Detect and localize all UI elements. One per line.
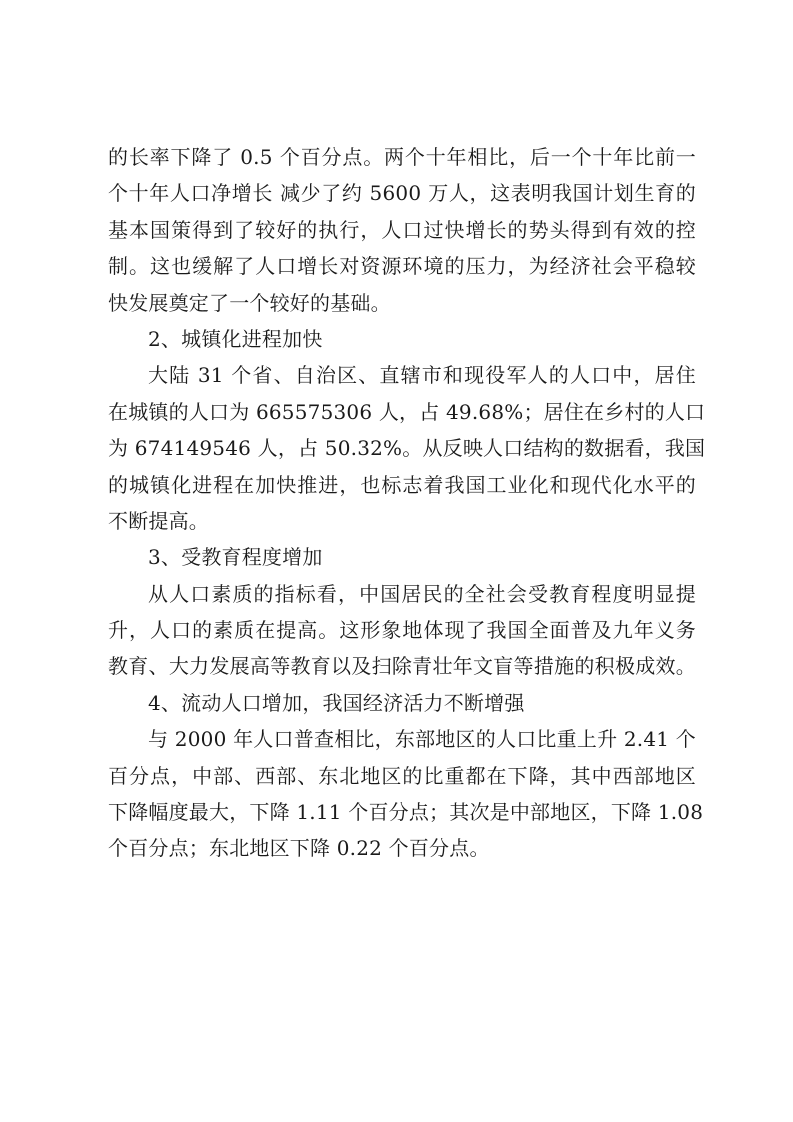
text-line: 个百分点；东北地区下降 0.22 个百分点。 [108,836,490,861]
text-line: 教育、大力发展高等教育以及扫除青壮年文盲等措施的积极成效。 [108,654,696,679]
section-heading-migration: 4、流动人口增加，我国经济活力不断增强 [148,690,525,715]
paragraph-urbanization [108,357,706,539]
text-line: 的城镇化进程在加快推进，也标志着我国工业化和现代化水平的 [108,472,696,497]
text-line: 个十年人口净增长 减少了约 5600 万人，这表明我国计划生育的 [108,181,696,206]
text-line: 不断提高。 [108,508,209,533]
text-line: 的长率下降了 0.5 个百分点。两个十年相比，后一个十年比前一 [108,145,696,169]
text-line: 快发展奠定了一个较好的基础。 [108,290,391,315]
text-line: 在城镇的人口为 665575306 人，占 49.68%；居住在乡村的人口 [108,399,706,424]
text-line: 与 2000 年人口普查相比，东部地区的人口比重上升 2.41 个 [148,727,696,752]
paragraph-migration [108,721,704,867]
text-line: 大陆 31 个省、自治区、直辖市和现役军人的人口中，居住 [148,363,696,388]
document-page [108,139,706,867]
paragraph-population-growth [108,139,696,321]
text-line: 从人口素质的指标看，中国居民的全社会受教育程度明显提 [148,581,696,606]
text-line: 下降幅度最大，下降 1.11 个百分点；其次是中部地区，下降 1.08 [108,800,704,825]
text-line: 为 674149546 人，占 50.32%。从反映人口结构的数据看，我国 [108,436,706,461]
section-heading-urbanization: 2、城镇化进程加快 [148,326,323,351]
text-line: 百分点，中部、西部、东北地区的比重都在下降，其中西部地区 [108,763,696,788]
text-line: 升，人口的素质在提高。这形象地体现了我国全面普及九年义务 [108,618,696,643]
text-line: 制。这也缓解了人口增长对资源环境的压力，为经济社会平稳较 [108,254,696,279]
section-heading-education: 3、受教育程度增加 [148,545,323,570]
text-line: 基本国策得到了较好的执行，人口过快增长的势头得到有效的控 [108,217,696,242]
paragraph-education [108,576,696,685]
